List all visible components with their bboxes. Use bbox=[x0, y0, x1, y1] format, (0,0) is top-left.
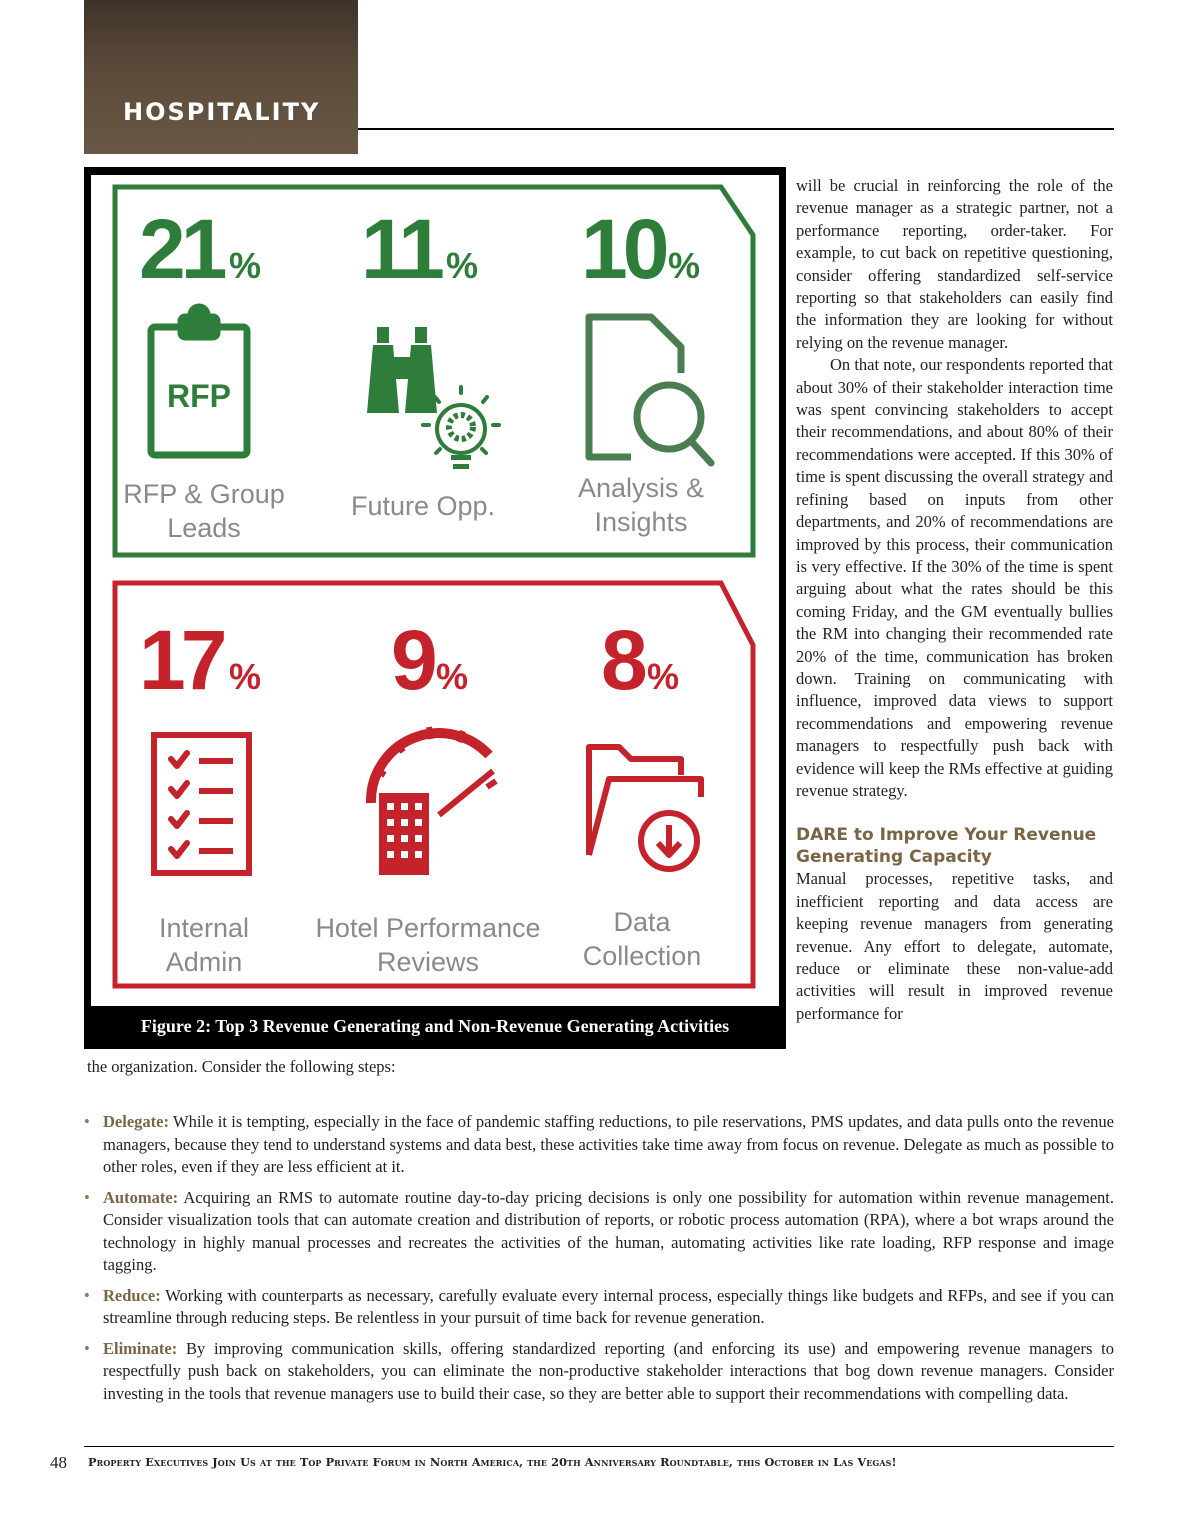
body-paragraph: will be crucial in reinforcing the role of the revenue manager as a strategic partner, not a performance reporting, order-taker. For example, to cut back on repetitive questioning, consider offering standardized self-service reporting so that stakeholders can easily find the information they are looking for without relying on the revenue manager. bbox=[796, 176, 1113, 352]
activity-label: Future Opp. bbox=[350, 491, 496, 521]
activity-label: Collection bbox=[582, 941, 702, 971]
step-term: Automate: bbox=[103, 1187, 179, 1207]
step-text: Acquiring an RMS to automate routine day-to-day pricing decisions is only one possibility for automation within revenue management. Consider visualization tools that can automate creation and distribution of reports, or robotic process automation (RPA), where a bot wraps around the technology in highly manual processes and recreates the activities of the human, automating activities like rate loading, RFP response and image tagging. bbox=[103, 1187, 1114, 1274]
continuation-line: the organization. Consider the following steps: bbox=[87, 1057, 396, 1076]
speedometer-building-icon bbox=[371, 727, 496, 875]
stat-unit: % bbox=[446, 245, 479, 286]
list-item bbox=[84, 1338, 1114, 1406]
stat-value: 17 bbox=[139, 613, 223, 707]
clipboard-icon-text: RFP bbox=[167, 378, 231, 414]
folder-download-icon bbox=[589, 747, 701, 869]
stat-value: 11 bbox=[361, 202, 440, 296]
stat-unit: % bbox=[668, 245, 701, 286]
section-label: HOSPITALITY bbox=[123, 98, 321, 126]
figure-2 bbox=[84, 167, 786, 1049]
stat-unit: % bbox=[229, 656, 262, 697]
figure-caption: Figure 2: Top 3 Revenue Generating and Non-Revenue Generating Activities bbox=[140, 1016, 730, 1036]
steps-list bbox=[84, 1111, 1114, 1413]
stat-value: 10 bbox=[581, 202, 665, 296]
stat-value: 8 bbox=[601, 613, 648, 707]
step-text: While it is tempting, especially in the face of pandemic staffing reductions, to pile reservations, PMS updates, and data pulls onto the revenue managers, because they tend to understand systems and data best, these activities take time away from focus on revenue. Delegate as much as possible to other roles, even if they are less efficient at it. bbox=[103, 1112, 1114, 1176]
bullet-icon: • bbox=[84, 1187, 90, 1207]
stat-unit: % bbox=[229, 245, 262, 286]
activity-label: Data bbox=[613, 907, 671, 937]
step-text: Working with counterparts as necessary, carefully evaluate every internal process, especially things like budgets and RFPs, and see if you can streamline through reducing steps. Be relentless in your pursuit of time back for revenue generation. bbox=[103, 1285, 1114, 1327]
activity-label: Leads bbox=[167, 513, 241, 543]
document-magnifier-icon bbox=[589, 317, 711, 463]
page-number: 48 bbox=[50, 1453, 67, 1472]
activity-label: Admin bbox=[165, 947, 243, 977]
step-text: By improving communication skills, offering standardized reporting (and enforcing its use) and empowering revenue managers to respectfully push back on stakeholders, you can eliminate the non-productive stakeholder interactions that bog down revenue managers. Consider investing in the tools that revenue managers use to build their case, so they are better able to support their recommendations with compelling data. bbox=[103, 1338, 1114, 1403]
activity-label: RFP & Group bbox=[123, 479, 285, 509]
section-header-box bbox=[84, 0, 358, 154]
activity-label: Insights bbox=[594, 507, 688, 537]
header-rule bbox=[358, 128, 1114, 130]
section-heading: DARE to Improve Your Revenue Generating Capacity bbox=[796, 825, 1097, 868]
step-term: Delegate: bbox=[103, 1112, 169, 1131]
binoculars-lightbulb-icon bbox=[367, 327, 499, 469]
bullet-icon: • bbox=[84, 1285, 90, 1305]
bullet-icon: • bbox=[84, 1112, 90, 1131]
list-item bbox=[84, 1187, 1114, 1277]
activity-label: Analysis & bbox=[577, 473, 705, 503]
stat-value: 9 bbox=[391, 613, 438, 707]
stat-value: 21 bbox=[139, 202, 223, 296]
stat-unit: % bbox=[436, 656, 469, 697]
list-item bbox=[84, 1111, 1114, 1179]
checklist-icon bbox=[154, 735, 249, 873]
footer-banner: Property Executives Join Us at the Top Private Forum in North America, the 20th Anniversary Roundtable, this October in Las Vegas! bbox=[88, 1455, 897, 1469]
footer-rule bbox=[84, 1446, 1114, 1447]
body-paragraph: Manual processes, repetitive tasks, and inefficient reporting and data access are keeping revenue managers from generating revenue. Any effort to delegate, automate, reduce or eliminate these non-value-add activities will result in improved revenue performance for bbox=[796, 869, 1113, 1023]
body-paragraph: On that note, our respondents reported that about 30% of their stakeholder interaction time was spent convincing stakeholders to accept their recommendations, and about 80% of their recommendations were accepted. If this 30% of time is spent discussing the overall strategy and refining based on inputs from other departments, and 20% of recommendations are improved by this process, their communication is very effective. If the 30% of the time is spent arguing about what the rates should be this coming Friday, and the GM eventually bullies the RM into changing their recommended rate 20% of the time, communication has broken down. Training on communicating with influence, improved data views to support recommendations and empowering revenue managers to respectfully push back with evidence will keep the RMs effective at guiding revenue strategy. bbox=[796, 355, 1113, 800]
right-column bbox=[796, 175, 1113, 1025]
activity-label: Hotel Performance bbox=[315, 913, 541, 943]
activity-label: Reviews bbox=[376, 947, 480, 977]
figure-panel bbox=[91, 175, 779, 1006]
step-term: Reduce: bbox=[103, 1285, 161, 1305]
stat-unit: % bbox=[647, 656, 680, 697]
activities-infographic bbox=[91, 175, 779, 1006]
bullet-icon: • bbox=[84, 1338, 90, 1358]
list-item bbox=[84, 1285, 1114, 1330]
step-term: Eliminate: bbox=[103, 1338, 178, 1358]
activity-label: Internal bbox=[158, 913, 250, 943]
